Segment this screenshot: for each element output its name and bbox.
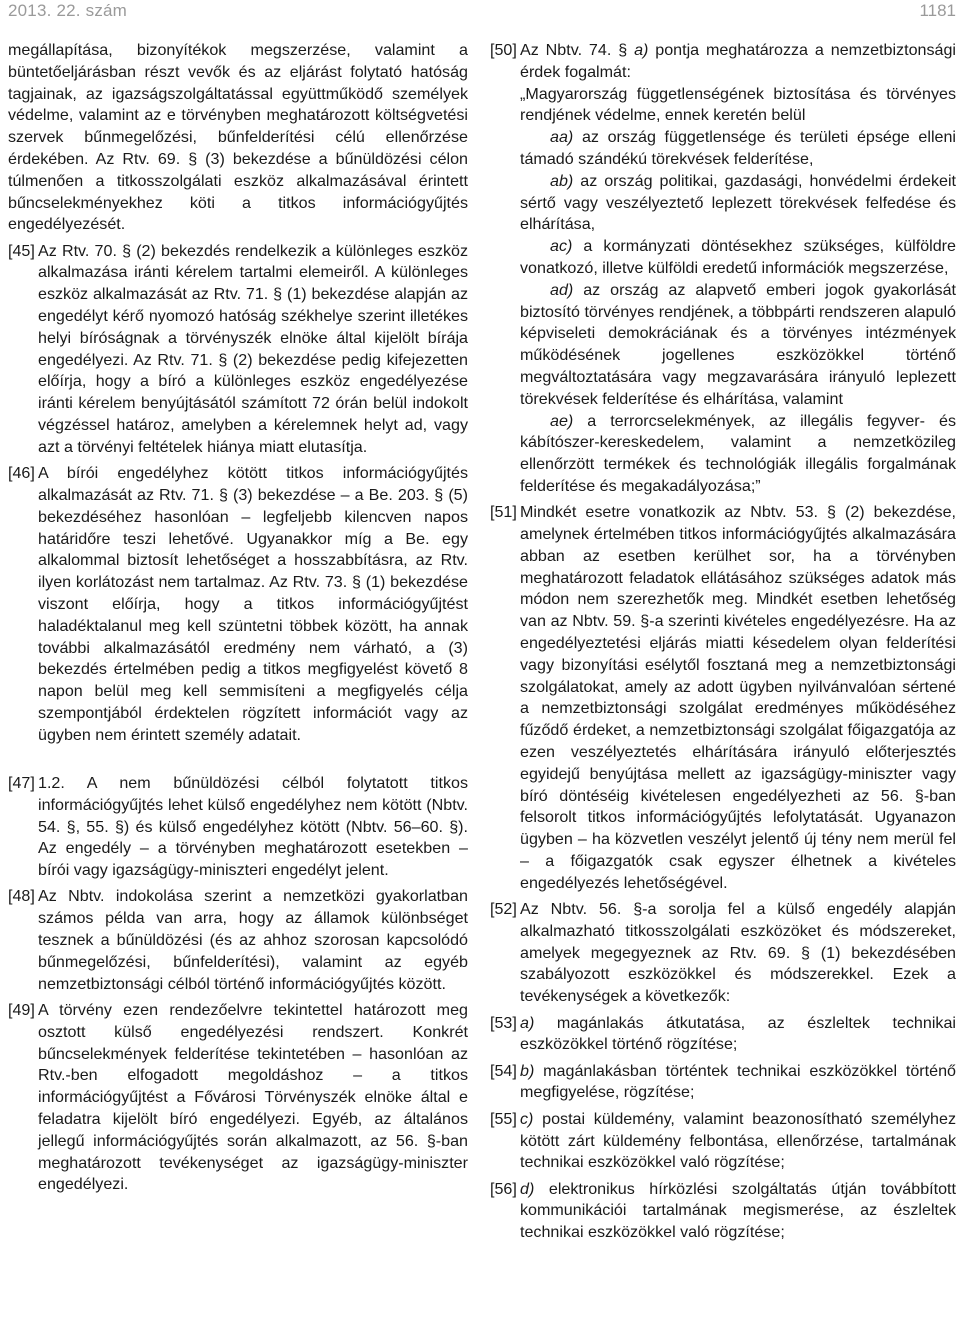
issue-label: 2013. 22. szám <box>8 1 128 20</box>
paragraph-50 <box>490 40 956 84</box>
paragraph-number: [53] <box>490 1013 517 1032</box>
item-label: c) <box>520 1109 534 1128</box>
item-label: aa) <box>550 128 574 147</box>
spacer <box>8 751 468 773</box>
page-header <box>0 0 960 26</box>
item-text: az ország az alapvető emberi jogok gyakorlását biztosító törvényes rendjének, a többpárti rendszeren alapuló képviseleti demokráciának és a törvényes intézmények működésének jogellenes eszközökkel történő megváltoztatására vagy megzavarására irányuló leplezett törekvések felderítése és elhárítása, valamint <box>520 280 956 408</box>
paragraph-45 <box>8 241 468 459</box>
paragraph-number: [47] <box>8 774 35 792</box>
item-label: a) <box>520 1013 535 1032</box>
paragraph-number: [46] <box>8 464 35 483</box>
quote-intro: „Magyarország függetlenségének biztosítása és törvényes rendjének védelme, ennek keretén belül <box>520 84 956 125</box>
item-label: ac) <box>550 237 573 256</box>
paragraph-text: Az Nbtv. indokolása szerint a nemzetközi gyakorlatban számos példa van arra, hogy az államok különbséget tesznek a bűnüldözési (és az ahhoz szorosan kapcsolódó bűnmegelőzési, bűnfelderítési), valamint az egyéb nemzetbiztonsági célból történő információgyűjtés között. <box>38 887 468 993</box>
point-label: a) <box>634 41 649 59</box>
paragraph-text: pontja meghatározza a nemzetbiztonsági érdek fogalmát: <box>520 41 956 81</box>
paragraph-text: postai küldemény, valamint beazonosítható személyhez kötött zárt küldemény felbontása, ellenőrzése, tartalmának technikai eszközökkel való rögzítése; <box>520 1109 956 1172</box>
paragraph-number: [45] <box>8 241 35 260</box>
left-column <box>8 40 468 1201</box>
item-text: az ország függetlensége és területi épsége elleni támadó szándékú törekvések felderítése, <box>520 128 956 168</box>
quote-item-ab <box>520 171 956 236</box>
paragraph-text: A törvény ezen rendezőelvre tekintettel határozott meg osztott külső engedélyezési rendszert. Konkrét bűncselekmények felderítése tekintetében – hasonlóan az Rtv.-ben elfogadott megoldáshoz – a titkos információgyűjtést a Fővárosi Törvényszék elnöke által e feladatra kijelölt bíró engedélyezi. Egyéb, az általános jellegű információgyűjtés során alkalmazott, az 56. §-ban meghatározott tevékenységet az igazságügy-miniszter engedélyezi. <box>38 1000 468 1194</box>
quote-item-ac <box>520 236 956 280</box>
paragraph-text: Mindkét esetre vonatkozik az Nbtv. 53. § (2) bekezdése, amelynek értelmében titkos információgyűjtés alkalmazására abban az esetben kerülhet sor, ha a törvényben meghatározott feladatok ellátásához szükséges adatok más módon nem szerezhetők meg. Mindkét esetben lehetőség van az Nbtv. 59. §-a szerinti kivételes engedélyezésre. Ha az engedélyeztetési eljárás miatti késedelem olyan felderítési vagy bizonyítási esélytől fosztaná meg a nemzetbiztonsági szolgálatokat, amely az adott ügyben nyilvánvalóan sértené a nemzetbiztonsági szolgálat eredményes működéséhez fűződő érdeket, a nemzetbiztonsági szolgálat főigazgatója az ezen veszélyeztetés elhárítására irányuló előterjesztés egyidejű benyújtása mellett az igazságügy-miniszter vagy bíró döntéséig kivételesen engedélyezheti az 56. §-ban felsorolt titkos információgyűjtés lefolytatását. Ugyanazon ügyben – ha közvetlen veszélyt jelentő új tény nem merül fel – a főigazgatók csak egyszer élhetnek a kivételes engedélyezés lehetőségével. <box>520 503 956 892</box>
right-column <box>490 40 956 1249</box>
item-label: ae) <box>550 411 574 430</box>
paragraph-51 <box>490 502 956 894</box>
paragraph-text: magánlakásban történtek technikai eszközökkel történő megfigyelése, rögzítése; <box>520 1061 956 1102</box>
page-number: 1181 <box>919 1 956 20</box>
paragraph-text: magánlakás átkutatása, az észleltek technikai eszközökkel történő rögzítése; <box>520 1013 956 1054</box>
item-label: ad) <box>550 280 574 299</box>
paragraph-number: [50] <box>490 41 517 59</box>
paragraph-number: [52] <box>490 900 517 919</box>
item-text: a kormányzati döntésekhez szükséges, külföldre vonatkozó, illetve külföldi eredetű információk megszerzése, <box>520 237 956 277</box>
quote-item-ae <box>520 411 956 498</box>
paragraph-text: A bírói engedélyhez kötött titkos információgyűjtés alkalmazását az Rtv. 71. § (3) bekezdése – a Be. 203. § (5) bekezdéséhez hasonlóan – legfeljebb kilencven napos határidőre teszi lehetővé. Ugyanakkor míg a Be. egy alkalommal biztosít lehetőséget a hosszabbításra, az Rtv. ilyen korlátozást nem tartalmaz. Az Rtv. 73. § (1) bekezdése viszont előírja, hogy a titkos információgyűjtést haladéktalanul meg kell szüntetni többek között, ha annak további alkalmazásától eredmény nem várható, a (3) bekezdés értelmében pedig a titkos megfigyelést követő 8 napon belül meg kell semmisíteni a megfigyelés célja szempontjából érdektelen rögzített információt vagy az ügyben nem érintett személy adatait. <box>38 464 468 744</box>
quote-item-ad <box>520 280 956 411</box>
paragraph-text: 1.2. A nem bűnüldözési célból folytatott titkos információgyűjtés lehet külső engedélyhez nem kötött (Nbtv. 54. §, 55. §) és külső engedélyhez kötött (Nbtv. 56–60. §). Az engedély – a törvényben meghatározott esetekben – bírói vagy igazságügy-miniszteri engedélyt jelent. <box>38 774 468 880</box>
paragraph-46 <box>8 463 468 746</box>
item-label: ab) <box>550 171 574 190</box>
paragraph-number: [55] <box>490 1109 517 1128</box>
paragraph-number: [51] <box>490 503 517 522</box>
paragraph-text: Az Nbtv. 56. §-a sorolja fel a külső engedély alapján alkalmazható titkosszolgálati eszközöket és módszereket, amelyek megegyeznek az Rtv. 69. § (1) bekezdésében szabályozott eszközökkel és módszerekkel. Ezek a tevékenységek a következők: <box>520 900 956 1006</box>
item-text: az ország politikai, gazdasági, honvédelmi érdekeit sértő vagy veszélyeztető leplezett törekvések felfedése és elhárítása, <box>520 171 956 234</box>
paragraph-56 <box>490 1179 956 1244</box>
paragraph-lead: Az Nbtv. 74. § <box>520 41 628 59</box>
paragraph-48 <box>8 886 468 995</box>
paragraph-54 <box>490 1061 956 1105</box>
paragraph-49 <box>8 1000 468 1196</box>
item-text: a terrorcselekmények, az illegális fegyver- és kábítószer-kereskedelem, valamint a nemzetközileg ellenőrzött termékek és technológiák illegális forgalmának felderítése és megakadályozása;” <box>520 411 956 495</box>
item-label: d) <box>520 1179 535 1198</box>
paragraph-number: [48] <box>8 887 35 906</box>
paragraph-text: elektronikus hírközlési szolgáltatás útján továbbított kommunikációi tartalmának megismerése, az észleltek technikai eszközökkel való rögzítése; <box>520 1179 956 1242</box>
paragraph-55 <box>490 1109 956 1174</box>
quote-item-aa <box>520 127 956 171</box>
paragraph-52 <box>490 899 956 1008</box>
paragraph-number: [56] <box>490 1179 517 1198</box>
paragraph-number: [49] <box>8 1000 35 1019</box>
quote-block <box>490 84 956 498</box>
paragraph-53 <box>490 1013 956 1057</box>
paragraph-text: Az Rtv. 70. § (2) bekezdés rendelkezik a különleges eszköz alkalmazása iránti kérelem tartalmi elemeiről. A különleges eszköz alkalmazását az Rtv. 71. § (1) bekezdése alapján az engedélyt kérő nyomozó hatóság székhelye szerint illetékes helyi bíróságnak a törvényszék elnöke által kijelölt bírája engedélyezi. Az Rtv. 71. § (2) bekezdése pedig kifejezetten előírja, hogy a bíró a különleges eszköz engedélyezése iránti kérelem benyújtásától számított 72 órán belül indokolt végzéssel határoz, amelyben a kérelemnek helyt ad, vagy azt a törvényi feltételek hiánya miatt elutasítja. <box>38 241 468 456</box>
intro-paragraph: megállapítása, bizonyítékok megszerzése, valamint a büntetőeljárásban részt vevők és az eljárást folytató hatóság tagjainak, az igazságszolgáltatással együttműködő személyek védelme, valamint az e törvényben meghatározott költségvetési szervek bűnmegelőzési, bűnfelderítési célú ellenőrzése érdekében. Az Rtv. 69. § (3) bekezdése a bűnüldözési célon túlmenően a titkosszolgálati eszköz alkalmazásával érintett bűncselekményekhez köti a titkos információgyűjtés engedélyezését. <box>8 41 468 234</box>
paragraph-47 <box>8 773 468 882</box>
paragraph-number: [54] <box>490 1061 517 1080</box>
item-label: b) <box>520 1061 535 1080</box>
